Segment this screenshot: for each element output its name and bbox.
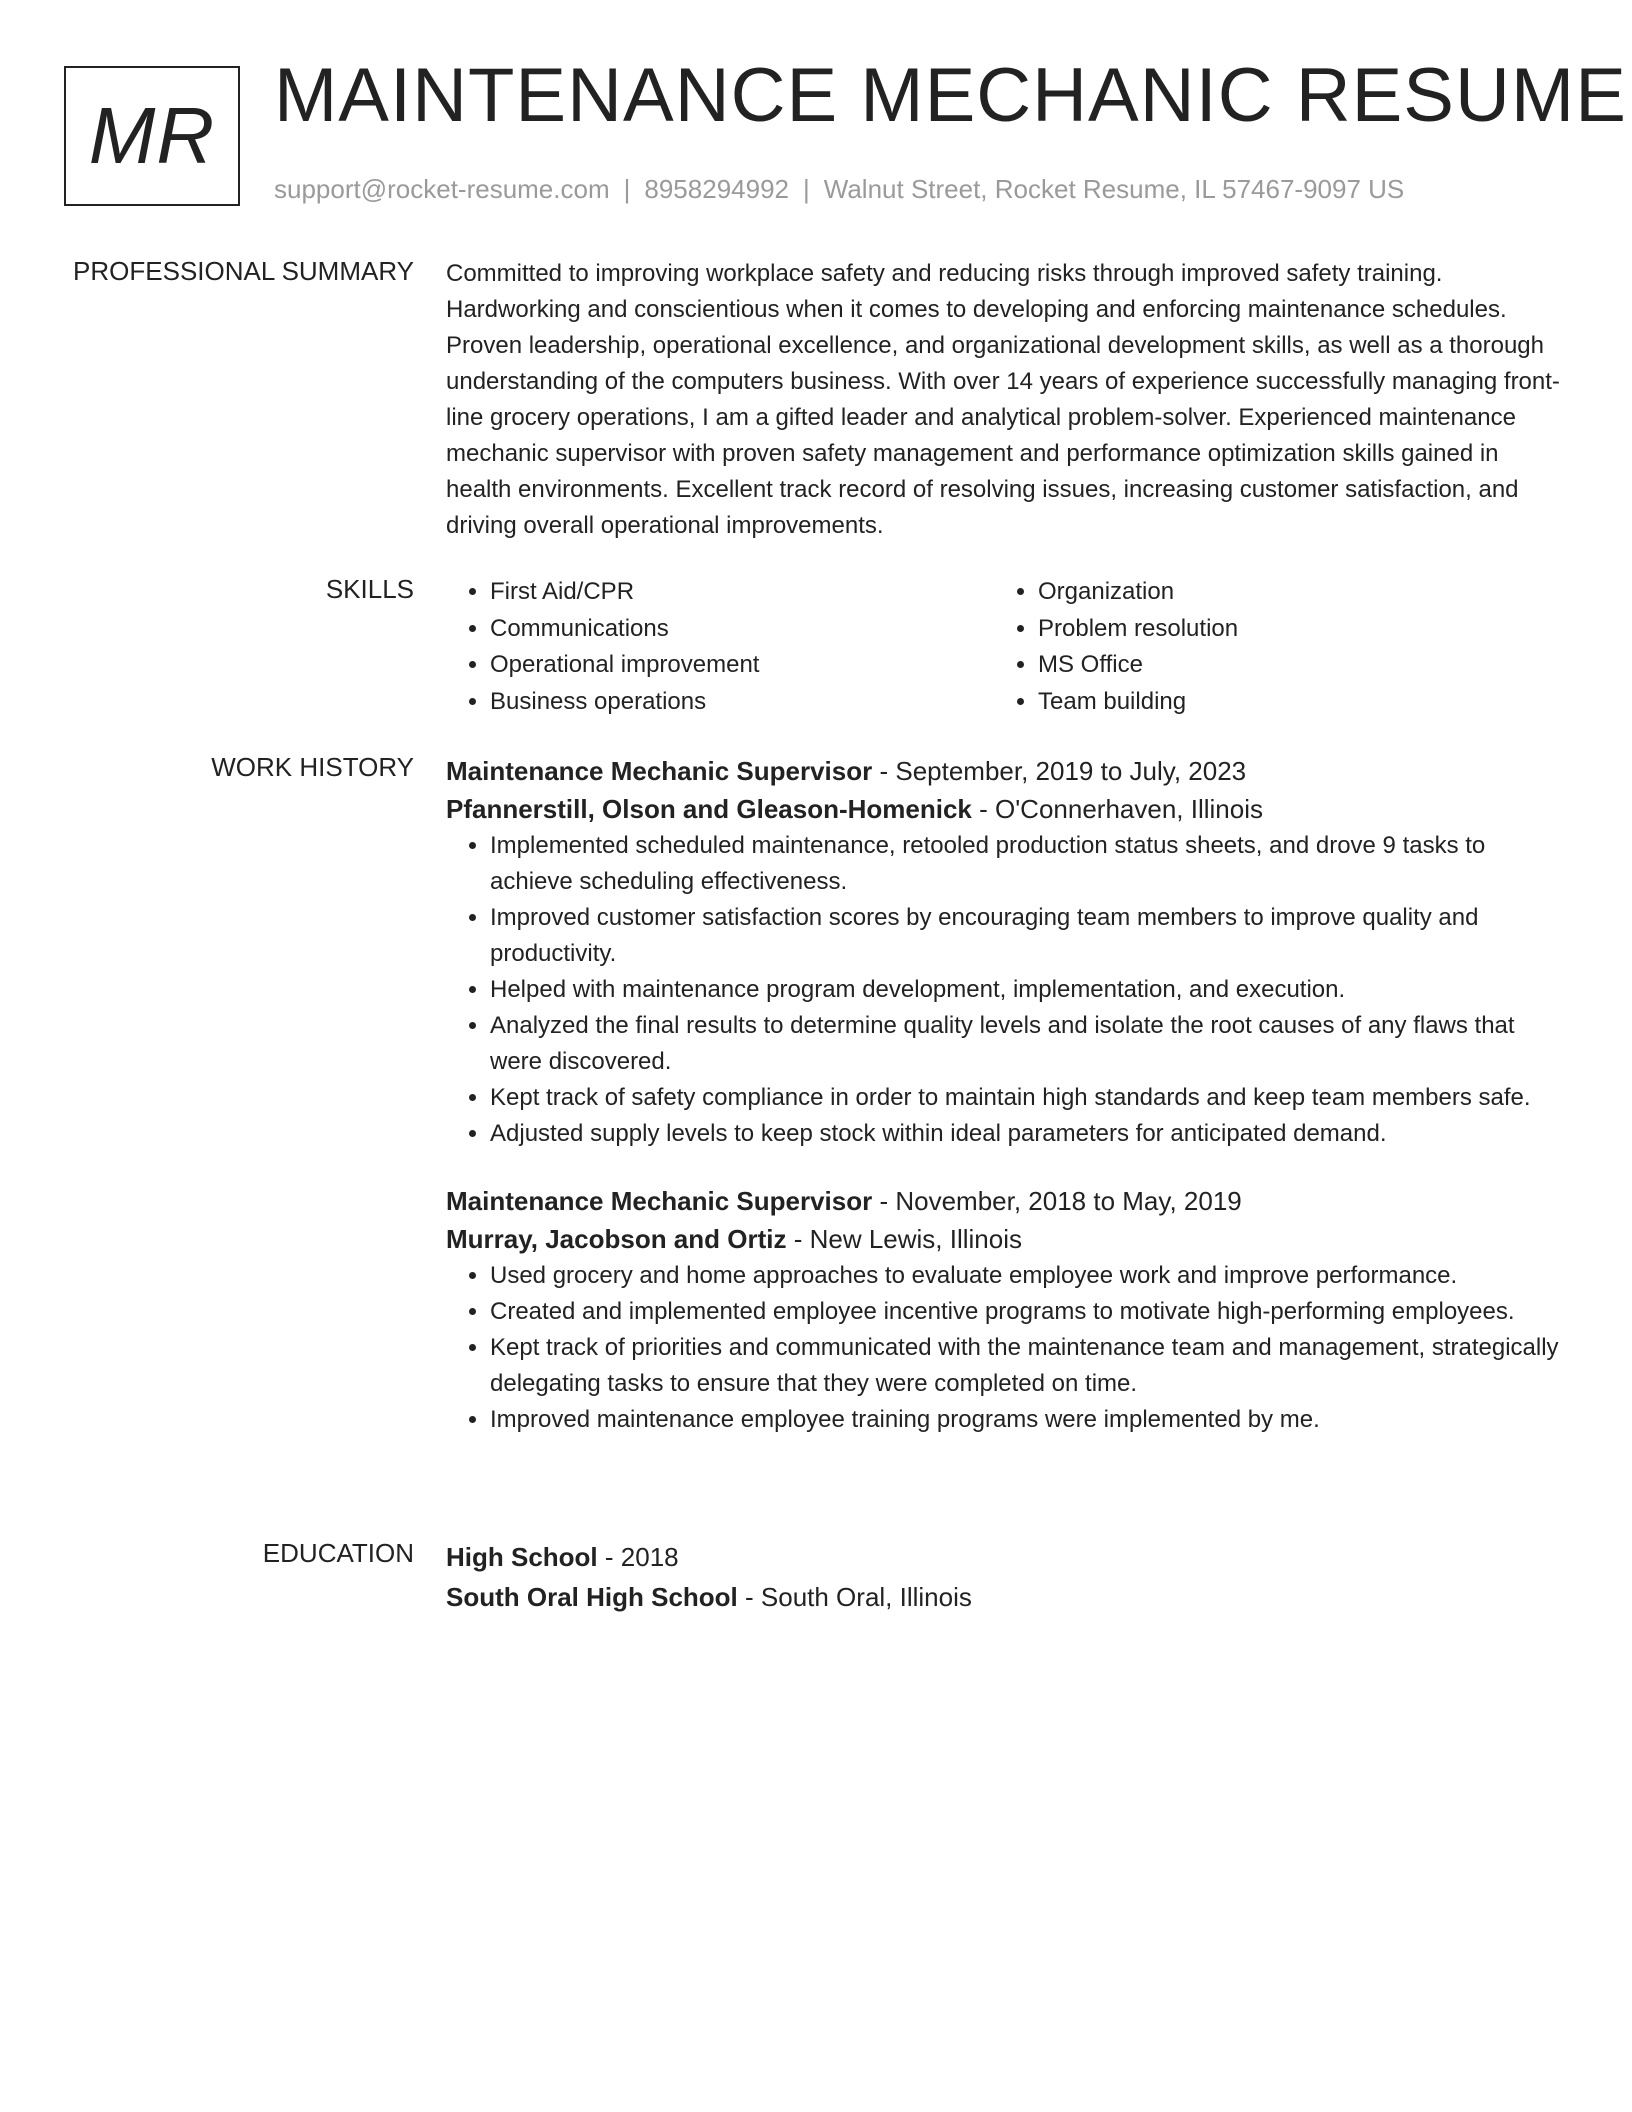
list-item: • Kept track of safety compliance in order to maintain high standards and keep team members safe. [490, 1080, 1566, 1116]
job-location: - New Lewis, Illinois [786, 1224, 1022, 1254]
job-company: Pfannerstill, Olson and Gleason-Homenick [446, 794, 972, 824]
list-item: • Helped with maintenance program development, implementation, and execution. [490, 972, 1566, 1008]
education-year: - 2018 [597, 1542, 679, 1572]
skill-item: • Communications [490, 611, 994, 648]
list-item: • Kept track of priorities and communicated with the maintenance team and management, strategically delegating tasks to ensure that they were completed on time. [490, 1330, 1566, 1402]
contact-separator: | [623, 174, 631, 204]
education-body [446, 1538, 1566, 1616]
job-dates: - September, 2019 to July, 2023 [872, 756, 1247, 786]
education-school-line [446, 1578, 1566, 1616]
skills-list-right [994, 574, 1542, 720]
education-degree: High School [446, 1542, 598, 1572]
skill-item: • MS Office [1038, 647, 1542, 684]
job-title-line [446, 1182, 1566, 1220]
list-item: • Analyzed the final results to determine quality levels and isolate the root causes of any flaws that were discovered. [490, 1008, 1566, 1080]
skills-list-left [446, 574, 994, 720]
education-school: South Oral High School [446, 1582, 738, 1612]
education-degree-line [446, 1538, 1566, 1576]
resume-header [0, 0, 1632, 240]
list-item: • Created and implemented employee incentive programs to motivate high-performing employees. [490, 1294, 1566, 1330]
summary-text: Committed to improving workplace safety and reducing risks through improved safety training. Hardworking and conscientious when it comes to developing and enforcing maintenance schedules. Proven leadership, operational excellence, and organizational development skills, as well as a thorough understanding of the computers business. With over 14 years of experience successfully managing front-line grocery operations, I am a gifted leader and analytical problem-solver. Experienced maintenance mechanic supervisor with proven safety management and performance optimization skills gained in health environments. Excellent track record of resolving issues, increasing customer satisfaction, and driving overall operational improvements. [446, 260, 1560, 539]
job-title-line [446, 752, 1566, 790]
section-label-work: WORK HISTORY [211, 752, 414, 782]
monogram-box: MR [64, 66, 240, 206]
skills-grid [446, 574, 1566, 720]
job-title: Maintenance Mechanic Supervisor [446, 756, 873, 786]
skill-item: • Team building [1038, 684, 1542, 721]
skill-item: • Problem resolution [1038, 611, 1542, 648]
skill-item: • Operational improvement [490, 647, 994, 684]
skill-item: • First Aid/CPR [490, 574, 994, 611]
section-label-summary: PROFESSIONAL SUMMARY [73, 256, 414, 286]
summary-body [446, 256, 1566, 544]
job-company: Murray, Jacobson and Ortiz [446, 1224, 787, 1254]
job-bullets [446, 828, 1566, 1152]
work-body [446, 752, 1566, 1438]
list-item: • Used grocery and home approaches to evaluate employee work and improve performance. [490, 1258, 1566, 1294]
page-title: MAINTENANCE MECHANIC RESUME [274, 53, 1627, 138]
contact-phone: 8958294992 [644, 174, 789, 204]
job-title: Maintenance Mechanic Supervisor [446, 1186, 873, 1216]
job-company-line [446, 790, 1566, 828]
contact-separator: | [803, 174, 810, 204]
contact-email: support@rocket-resume.com [274, 174, 610, 204]
education-location: - South Oral, Illinois [737, 1582, 972, 1612]
contact-address: Walnut Street, Rocket Resume, IL 57467-9097 US [823, 174, 1405, 204]
job-entry [446, 1182, 1566, 1438]
section-label-education: EDUCATION [262, 1538, 414, 1568]
job-dates: - November, 2018 to May, 2019 [872, 1186, 1242, 1216]
section-label-skills: SKILLS [325, 574, 414, 604]
list-item: • Improved customer satisfaction scores by encouraging team members to improve quality and productivity. [490, 900, 1566, 972]
job-location: - O'Connerhaven, Illinois [971, 794, 1263, 824]
list-item: • Improved maintenance employee training programs were implemented by me. [490, 1402, 1566, 1438]
list-item: • Implemented scheduled maintenance, retooled production status sheets, and drove 9 tasks to achieve scheduling effectiveness. [490, 828, 1566, 900]
job-company-line [446, 1220, 1566, 1258]
job-entry [446, 752, 1566, 1152]
list-item: • Adjusted supply levels to keep stock within ideal parameters for anticipated demand. [490, 1116, 1566, 1152]
job-bullets [446, 1258, 1566, 1438]
skill-item: • Business operations [490, 684, 994, 721]
skill-item: • Organization [1038, 574, 1542, 611]
contact-line [274, 174, 1404, 205]
